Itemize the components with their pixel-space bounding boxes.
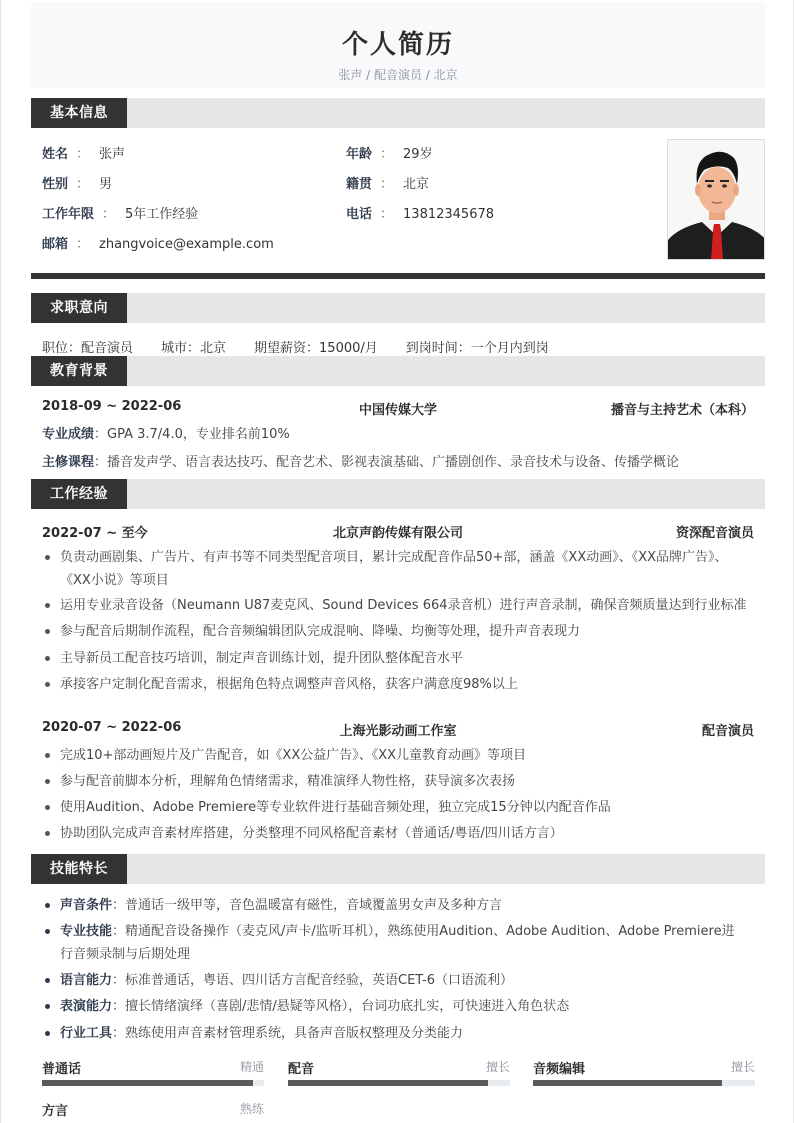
section-title: 求职意向 <box>31 293 127 323</box>
intent-city: 城市：北京 <box>161 341 227 356</box>
section-education <box>31 356 765 386</box>
section-job-intent <box>31 293 765 323</box>
skill-bar-name: 配音 <box>288 1062 315 1077</box>
education-period: 2018-09 ~ 2022-06 <box>42 399 182 414</box>
section-skills <box>31 854 765 884</box>
education-school: 中国传媒大学 <box>358 403 437 418</box>
info-value: 5年工作经验 <box>125 207 199 222</box>
intent-salary: 期望薪资：15000/月 <box>254 341 378 356</box>
info-email: 邮箱 ： zhangvoice@example.com <box>42 237 274 252</box>
work-bullet: 承接客户定制化配音需求，根据角色特点调整声音风格，获客户满意度98%以上 <box>42 673 754 696</box>
page-subtitle: 张声 / 配音演员 / 北京 <box>338 68 458 82</box>
section-title: 工作经验 <box>31 479 127 509</box>
work-bullet: 负责动画剧集、广告片、有声书等不同类型配音项目，累计完成配音作品50+部，涵盖《XX动画》、《XX品牌广告》、《XX小说》等项目 <box>42 546 754 592</box>
info-name: 姓名 ： 张声 <box>42 147 126 162</box>
skill-bar-track <box>533 1080 755 1086</box>
info-label: 性别 <box>42 177 69 192</box>
skill-item: 表演能力：擅长情绪演绎（喜剧/悲情/悬疑等风格），台词功底扎实，可快速进入角色状态 <box>42 995 754 1018</box>
skill-bar-fill <box>533 1080 722 1086</box>
education-entry-header <box>42 399 754 417</box>
skill-bar-fill <box>42 1080 253 1086</box>
info-phone: 电话 ： 13812345678 <box>346 207 495 222</box>
info-gender: 性别 ： 男 <box>42 177 113 192</box>
section-work-experience <box>31 479 765 509</box>
info-label: 籍贯 <box>346 177 373 192</box>
work-period: 2020-07 ~ 2022-06 <box>42 720 182 735</box>
skill-item: 语言能力：标准普通话，粤语、四川话方言配音经验，英语CET-6（口语流利） <box>42 969 754 992</box>
skill-bar-name: 普通话 <box>42 1062 82 1077</box>
info-label: 年龄 <box>346 147 373 162</box>
skill-bar-level: 擅长 <box>485 1060 510 1074</box>
skill-item: 声音条件：普通话一级甲等，音色温暖富有磁性，音域覆盖男女声及多种方言 <box>42 894 754 917</box>
skill-bar-track <box>288 1080 510 1086</box>
work-bullet: 主导新员工配音技巧培训，制定声音训练计划，提升团队整体配音水平 <box>42 647 754 670</box>
skill-item: 专业技能：精通配音设备操作（麦克风/声卡/监听耳机），熟练使用Audition、Adobe Audition、Adobe Premiere进行音频录制与后期处理 <box>42 920 754 966</box>
section-title: 基本信息 <box>31 98 127 128</box>
work-bullet: 运用专业录音设备（Neumann U87麦克风、Sound Devices 664录音机）进行声音录制，确保音频质量达到行业标准 <box>42 594 754 617</box>
info-hometown: 籍贯 ： 北京 <box>346 177 430 192</box>
work-bullet: 参与配音后期制作流程，配合音频编辑团队完成混响、降噪、均衡等处理，提升声音表现力 <box>42 620 754 643</box>
work-company: 上海光影动画工作室 <box>339 724 457 739</box>
section-title: 教育背景 <box>31 356 127 386</box>
profile-photo <box>667 139 765 260</box>
info-label: 电话 <box>346 207 373 222</box>
header-divider <box>31 273 765 279</box>
education-courses: 主修课程：播音发声学、语言表达技巧、配音艺术、影视表演基础、广播剧创作、录音技术与设备、传播学概论 <box>42 455 680 470</box>
section-title: 技能特长 <box>31 854 127 884</box>
skill-item: 行业工具：熟练使用声音素材管理系统，具备声音版权整理及分类能力 <box>42 1022 754 1045</box>
skill-bar-fill <box>288 1080 488 1086</box>
work-entry-header <box>42 522 754 540</box>
resume-header <box>31 2 765 88</box>
skill-bar-track <box>42 1080 264 1086</box>
info-value: 北京 <box>403 177 430 192</box>
work-title: 配音演员 <box>701 724 754 739</box>
info-age: 年龄 ： 29岁 <box>346 147 433 162</box>
skill-bar-level: 精通 <box>239 1060 264 1074</box>
info-value: 男 <box>99 177 113 192</box>
page-title: 个人简历 <box>341 30 454 60</box>
work-period: 2022-07 ~ 至今 <box>42 526 148 541</box>
info-label: 邮箱 <box>42 237 69 252</box>
info-label: 姓名 <box>42 147 69 162</box>
work-title: 资深配音演员 <box>675 526 754 541</box>
job-intent-row <box>42 337 577 356</box>
work-entry-header <box>42 720 754 738</box>
education-major: 播音与主持艺术（本科） <box>610 403 754 418</box>
avatar-illustration <box>668 140 765 260</box>
work-company: 北京声韵传媒有限公司 <box>332 526 463 541</box>
info-value[interactable]: zhangvoice@example.com <box>99 237 274 252</box>
intent-position: 职位：配音演员 <box>42 341 134 356</box>
skill-bar-level: 熟练 <box>239 1102 264 1116</box>
info-label: 工作年限 <box>42 207 95 222</box>
info-value: 13812345678 <box>403 207 495 222</box>
skill-bar-level: 擅长 <box>730 1060 755 1074</box>
skill-bar-name: 方言 <box>42 1104 69 1119</box>
info-experience-years: 工作年限 ： 5年工作经验 <box>42 207 199 222</box>
skill-bar-name: 音频编辑 <box>533 1062 586 1077</box>
education-grades: 专业成绩：GPA 3.7/4.0，专业排名前10% <box>42 427 290 442</box>
intent-availability: 到岗时间：一个月内到岗 <box>405 341 549 356</box>
info-value: 张声 <box>99 147 126 162</box>
section-basic-info <box>31 98 765 128</box>
work-bullet: 使用Audition、Adobe Premiere等专业软件进行基础音频处理，独立完成15分钟以内配音作品 <box>42 796 754 819</box>
info-value: 29岁 <box>403 147 433 162</box>
work-bullet: 协助团队完成声音素材库搭建，分类整理不同风格配音素材（普通话/粤语/四川话方言） <box>42 822 754 845</box>
work-bullet: 参与配音前脚本分析，理解角色情绪需求，精准演绎人物性格，获导演多次表扬 <box>42 770 754 793</box>
work-bullet: 完成10+部动画短片及广告配音，如《XX公益广告》、《XX儿童教育动画》等项目 <box>42 744 754 767</box>
